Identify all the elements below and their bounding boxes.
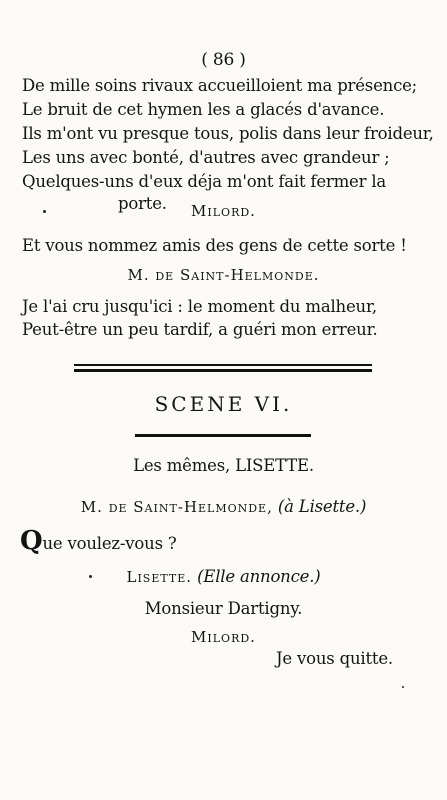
scene-rule — [135, 434, 311, 437]
verse-line: De mille soins rivaux accueilloient ma présence; — [22, 76, 418, 95]
double-rule-bottom — [74, 369, 372, 372]
verse-line: Peut-être un peu tardif, a guéri mon erreur. — [22, 320, 378, 339]
verse-line-continuation: porte. — [118, 194, 167, 213]
verse-line: Ils m'ont vu presque tous, polis dans leur froideur, — [22, 124, 434, 143]
scene-title: SCENE VI. — [154, 392, 293, 416]
ink-speck — [402, 686, 404, 688]
dialogue-line: Monsieur Dartigny. — [144, 599, 303, 618]
speaker-line — [0, 497, 447, 516]
drop-capital: Q — [20, 526, 43, 556]
dialogue-line: Je vous quitte. — [276, 649, 393, 668]
ink-speck — [89, 575, 92, 578]
dialogue-line — [20, 526, 177, 556]
verse-line: Quelques-uns d'eux déja m'ont fait fermer la — [22, 172, 387, 191]
speaker-milord: Milord. — [191, 628, 256, 646]
stage-direction: (à Lisette.) — [277, 497, 367, 516]
speaker-lisette: Lisette. — [126, 568, 193, 586]
verse-line: Les uns avec bonté, d'autres avec grandeur ; — [22, 148, 390, 167]
double-rule-top — [74, 364, 372, 366]
ink-speck — [43, 210, 46, 213]
speaker-saint-helmonde: M. de Saint-Helmonde, — [80, 498, 273, 516]
page-number: ( 86 ) — [201, 50, 246, 70]
dialogue-text: ue voulez-vous ? — [42, 534, 177, 553]
speaker-line — [0, 567, 447, 586]
verse-line: Le bruit de cet hymen les a glacés d'avance. — [22, 100, 385, 119]
speaker-saint-helmonde: M. de Saint-Helmonde. — [127, 266, 320, 284]
verse-line: Je l'ai cru jusqu'ici : le moment du malheur, — [22, 297, 377, 316]
speaker-milord: Milord. — [191, 202, 256, 220]
verse-line: Et vous nommez amis des gens de cette sorte ! — [22, 236, 407, 255]
stage-direction: (Elle annonce.) — [197, 567, 321, 586]
cast-list: Les mêmes, LISETTE. — [133, 456, 314, 475]
